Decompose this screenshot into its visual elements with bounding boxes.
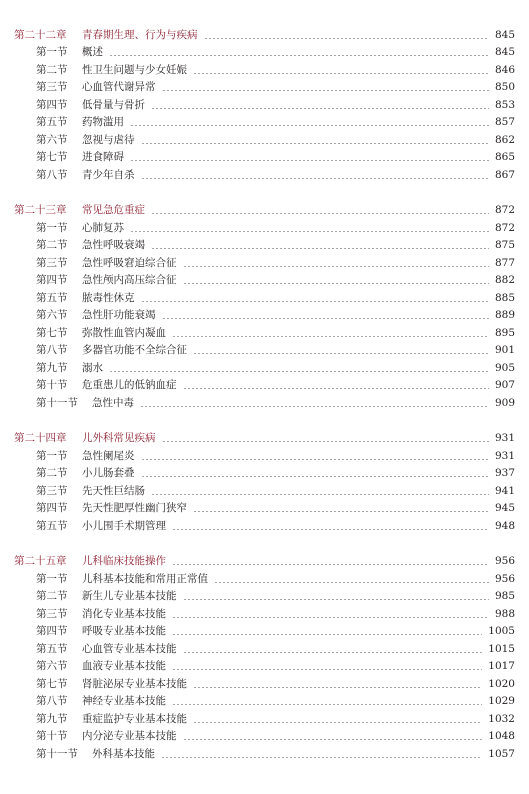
section-label: 第四节 bbox=[36, 274, 68, 286]
toc-section-row[interactable] bbox=[0, 271, 529, 289]
page-number: 1048 bbox=[488, 730, 515, 742]
toc-section-row[interactable] bbox=[0, 113, 529, 131]
section-title: 呼吸专业基本技能 bbox=[82, 625, 166, 637]
dot-leader bbox=[183, 599, 489, 600]
section-title: 弥散性血管内凝血 bbox=[82, 326, 166, 339]
dot-leader bbox=[193, 73, 489, 74]
page-number: 867 bbox=[494, 168, 515, 181]
section-label: 第五节 bbox=[36, 291, 68, 304]
section-label: 第三节 bbox=[36, 81, 68, 93]
toc-section-row[interactable] bbox=[0, 289, 529, 307]
dot-leader bbox=[141, 178, 489, 179]
section-label: 第四节 bbox=[36, 625, 68, 637]
dot-leader bbox=[172, 634, 482, 635]
section-label: 第十节 bbox=[36, 730, 68, 742]
toc-section-row[interactable] bbox=[0, 96, 529, 114]
section-label: 第四节 bbox=[36, 502, 68, 514]
page-number: 853 bbox=[494, 98, 515, 111]
toc-section-row[interactable] bbox=[0, 622, 529, 640]
chapter-label: 第二十五章 bbox=[14, 555, 67, 567]
toc-section-row[interactable] bbox=[0, 499, 529, 517]
toc-section-row[interactable] bbox=[0, 306, 529, 324]
section-label: 第八节 bbox=[36, 344, 68, 356]
page-number: 945 bbox=[494, 502, 515, 514]
page-number: 985 bbox=[494, 590, 515, 602]
page-number: 865 bbox=[494, 151, 515, 163]
dot-leader bbox=[151, 108, 489, 109]
page-number: 845 bbox=[494, 46, 515, 58]
dot-leader bbox=[140, 406, 489, 407]
section-title: 急性阑尾炎 bbox=[82, 449, 135, 462]
dot-leader bbox=[193, 353, 489, 354]
toc-section-row[interactable] bbox=[0, 148, 529, 166]
section-title: 小儿围手术期管理 bbox=[82, 519, 166, 532]
toc-section-row[interactable] bbox=[0, 43, 529, 61]
chapter-22-row[interactable] bbox=[0, 26, 529, 44]
dot-leader bbox=[162, 441, 489, 442]
toc-section-row[interactable] bbox=[0, 341, 529, 359]
toc-section-row[interactable] bbox=[0, 78, 529, 96]
section-title: 青少年自杀 bbox=[82, 168, 135, 181]
page-number: 862 bbox=[494, 133, 515, 146]
section-title: 脓毒性休克 bbox=[82, 291, 135, 304]
section-label: 第一节 bbox=[36, 449, 68, 462]
section-label: 第二节 bbox=[36, 239, 68, 251]
section-label: 第二节 bbox=[36, 590, 68, 602]
dot-leader bbox=[141, 476, 489, 477]
page-number: 1015 bbox=[488, 642, 515, 655]
dot-leader bbox=[162, 90, 489, 91]
section-title: 重症监护专业基本技能 bbox=[82, 712, 187, 725]
dot-leader bbox=[109, 371, 489, 372]
toc-section-row[interactable] bbox=[0, 359, 529, 377]
section-title: 低骨量与骨折 bbox=[82, 98, 145, 111]
section-title: 性卫生问题与少女妊娠 bbox=[82, 63, 187, 76]
chapter-title: 儿科临床技能操作 bbox=[82, 555, 166, 567]
section-label: 第九节 bbox=[36, 712, 68, 725]
page-number: 850 bbox=[494, 81, 515, 93]
dot-leader bbox=[130, 231, 489, 232]
chapter-title: 儿外科常见疾病 bbox=[82, 432, 156, 444]
page-number: 877 bbox=[494, 256, 515, 269]
section-title: 进食障碍 bbox=[82, 151, 124, 163]
toc-section-row[interactable] bbox=[0, 587, 529, 605]
toc-section-row[interactable] bbox=[0, 324, 529, 342]
dot-leader bbox=[193, 722, 482, 723]
toc-section-row[interactable] bbox=[0, 640, 529, 658]
section-title: 小儿肠套叠 bbox=[82, 467, 135, 479]
section-title: 内分泌专业基本技能 bbox=[82, 730, 177, 742]
chapter-label: 第二十四章 bbox=[14, 432, 67, 444]
dot-leader bbox=[172, 704, 482, 705]
section-label: 第四节 bbox=[36, 98, 68, 111]
dot-leader bbox=[151, 213, 489, 214]
chapter-25-row[interactable] bbox=[0, 552, 529, 570]
section-label: 第十节 bbox=[36, 379, 68, 391]
dot-leader bbox=[183, 283, 489, 284]
section-title: 概述 bbox=[82, 46, 103, 58]
toc-section-row[interactable] bbox=[0, 236, 529, 254]
dot-leader bbox=[172, 617, 489, 618]
toc-section-row[interactable] bbox=[0, 394, 529, 412]
section-label: 第十一节 bbox=[36, 396, 78, 409]
section-label: 第五节 bbox=[36, 519, 68, 532]
chapter-title: 常见急危重症 bbox=[82, 204, 145, 216]
section-label: 第一节 bbox=[36, 46, 68, 58]
toc-section-row[interactable] bbox=[0, 710, 529, 728]
section-label: 第二节 bbox=[36, 467, 68, 479]
section-label: 第八节 bbox=[36, 168, 68, 181]
page-number: 937 bbox=[494, 467, 515, 479]
section-title: 神经专业基本技能 bbox=[82, 695, 166, 707]
section-title: 新生儿专业基本技能 bbox=[82, 590, 177, 602]
toc-section-row[interactable] bbox=[0, 254, 529, 272]
toc-section-row[interactable] bbox=[0, 464, 529, 482]
page-number: 885 bbox=[494, 291, 515, 304]
page-number: 845 bbox=[494, 29, 515, 41]
page-number: 988 bbox=[494, 607, 515, 620]
toc-section-row[interactable] bbox=[0, 166, 529, 184]
page-number: 901 bbox=[494, 344, 515, 356]
section-label: 第一节 bbox=[36, 221, 68, 234]
dot-leader bbox=[183, 388, 489, 389]
toc-section-row[interactable] bbox=[0, 447, 529, 465]
dot-leader bbox=[172, 564, 489, 565]
dot-leader bbox=[141, 143, 489, 144]
page-number: 948 bbox=[494, 519, 515, 532]
page-number: 875 bbox=[494, 239, 515, 251]
page-number: 956 bbox=[494, 572, 515, 585]
section-label: 第五节 bbox=[36, 642, 68, 655]
section-title: 消化专业基本技能 bbox=[82, 607, 166, 620]
dot-leader bbox=[130, 160, 489, 161]
page-number: 907 bbox=[494, 379, 515, 391]
dot-leader bbox=[161, 757, 482, 758]
section-label: 第七节 bbox=[36, 326, 68, 339]
section-label: 第三节 bbox=[36, 256, 68, 269]
dot-leader bbox=[204, 38, 489, 39]
section-title: 急性呼吸窘迫综合征 bbox=[82, 256, 177, 269]
section-label: 第六节 bbox=[36, 309, 68, 321]
section-title: 急性颅内高压综合征 bbox=[82, 274, 177, 286]
page-number: 1029 bbox=[488, 695, 515, 707]
page-number: 889 bbox=[494, 309, 515, 321]
page-number: 1017 bbox=[488, 660, 515, 672]
dot-leader bbox=[214, 582, 489, 583]
page-number: 872 bbox=[494, 221, 515, 234]
toc-section-row[interactable] bbox=[0, 61, 529, 79]
dot-leader bbox=[151, 248, 489, 249]
dot-leader bbox=[183, 739, 482, 740]
toc-section-row[interactable] bbox=[0, 376, 529, 394]
section-title: 外科基本技能 bbox=[92, 747, 155, 760]
page-number: 895 bbox=[494, 326, 515, 339]
dot-leader bbox=[172, 336, 489, 337]
section-title: 忽视与虐待 bbox=[82, 133, 135, 146]
section-label: 第六节 bbox=[36, 660, 68, 672]
section-title: 急性呼吸衰竭 bbox=[82, 239, 145, 251]
section-label: 第十一节 bbox=[36, 747, 78, 760]
dot-leader bbox=[162, 318, 489, 319]
section-label: 第七节 bbox=[36, 151, 68, 163]
page-number: 1005 bbox=[488, 625, 515, 637]
chapter-label: 第二十二章 bbox=[14, 29, 67, 41]
section-title: 危重患儿的低钠血症 bbox=[82, 379, 177, 391]
toc-section-row[interactable] bbox=[0, 482, 529, 500]
section-label: 第六节 bbox=[36, 133, 68, 146]
page-number: 931 bbox=[494, 432, 515, 444]
dot-leader bbox=[183, 652, 482, 653]
page-number: 846 bbox=[494, 63, 515, 76]
section-title: 心肺复苏 bbox=[82, 221, 124, 234]
section-label: 第七节 bbox=[36, 677, 68, 690]
toc-section-row[interactable] bbox=[0, 219, 529, 237]
toc-section-row[interactable] bbox=[0, 570, 529, 588]
toc-section-row[interactable] bbox=[0, 605, 529, 623]
section-title: 急性中毒 bbox=[92, 396, 134, 409]
section-title: 血液专业基本技能 bbox=[82, 660, 166, 672]
section-title: 多器官功能不全综合征 bbox=[82, 344, 187, 356]
dot-leader bbox=[172, 669, 482, 670]
toc-section-row[interactable] bbox=[0, 745, 529, 763]
page-number: 941 bbox=[494, 484, 515, 497]
chapter-24-row[interactable] bbox=[0, 429, 529, 447]
section-title: 心血管专业基本技能 bbox=[82, 642, 177, 655]
page-number: 956 bbox=[494, 555, 515, 567]
page-number: 1020 bbox=[488, 677, 515, 690]
section-title: 儿科基本技能和常用正常值 bbox=[82, 572, 208, 585]
toc-section-row[interactable] bbox=[0, 131, 529, 149]
toc-section-row[interactable] bbox=[0, 727, 529, 745]
page-number: 905 bbox=[494, 361, 515, 374]
page-number: 872 bbox=[494, 204, 515, 216]
dot-leader bbox=[193, 687, 482, 688]
section-label: 第二节 bbox=[36, 63, 68, 76]
section-title: 溺水 bbox=[82, 361, 103, 374]
chapter-title: 青春期生理、行为与疾病 bbox=[82, 29, 198, 41]
toc-section-row[interactable] bbox=[0, 517, 529, 535]
dot-leader bbox=[141, 459, 489, 460]
section-title: 急性肝功能衰竭 bbox=[82, 309, 156, 321]
page-number: 931 bbox=[494, 449, 515, 462]
section-label: 第一节 bbox=[36, 572, 68, 585]
toc-section-row[interactable] bbox=[0, 657, 529, 675]
dot-leader bbox=[151, 494, 489, 495]
page-number: 1032 bbox=[488, 712, 515, 725]
chapter-label: 第二十三章 bbox=[14, 204, 67, 216]
page-number: 909 bbox=[494, 396, 515, 409]
section-label: 第八节 bbox=[36, 695, 68, 707]
chapter-23-row[interactable] bbox=[0, 201, 529, 219]
dot-leader bbox=[109, 55, 489, 56]
toc-section-row[interactable] bbox=[0, 675, 529, 693]
page-number: 857 bbox=[494, 116, 515, 128]
dot-leader bbox=[193, 511, 489, 512]
page-number: 882 bbox=[494, 274, 515, 286]
section-label: 第三节 bbox=[36, 607, 68, 620]
dot-leader bbox=[130, 125, 489, 126]
section-title: 肾脏泌尿专业基本技能 bbox=[82, 677, 187, 690]
section-label: 第九节 bbox=[36, 361, 68, 374]
page-number: 1057 bbox=[488, 747, 515, 760]
section-label: 第五节 bbox=[36, 116, 68, 128]
toc-section-row[interactable] bbox=[0, 692, 529, 710]
dot-leader bbox=[141, 301, 489, 302]
dot-leader bbox=[183, 266, 489, 267]
section-title: 先天性肥厚性幽门狭窄 bbox=[82, 502, 187, 514]
section-title: 先天性巨结肠 bbox=[82, 484, 145, 497]
dot-leader bbox=[172, 529, 489, 530]
section-title: 心血管代谢异常 bbox=[82, 81, 156, 93]
section-label: 第三节 bbox=[36, 484, 68, 497]
section-title: 药物滥用 bbox=[82, 116, 124, 128]
